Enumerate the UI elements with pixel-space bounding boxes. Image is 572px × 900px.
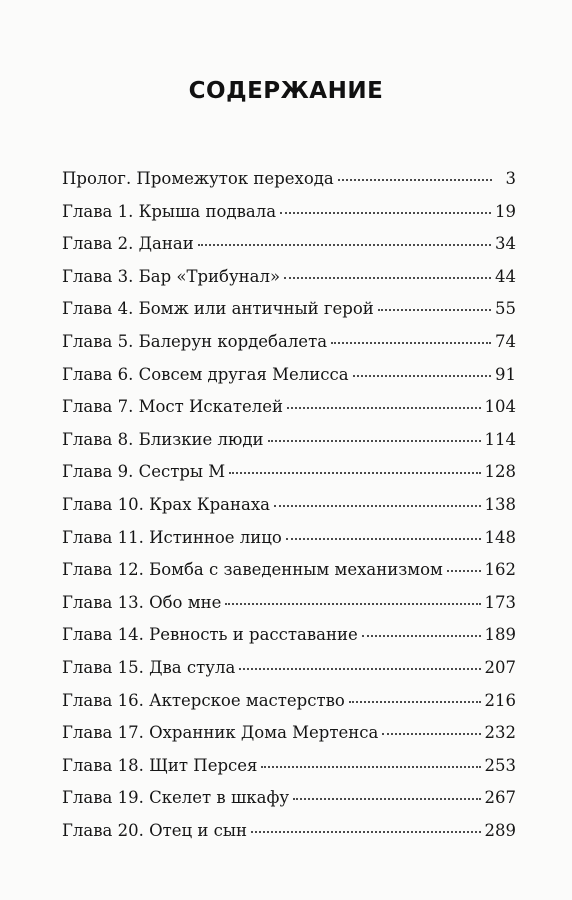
dot-leader [261, 766, 480, 768]
page-number: 34 [495, 234, 516, 254]
dot-leader [251, 831, 481, 833]
dot-leader [198, 244, 491, 246]
dot-leader [284, 277, 491, 279]
entry-title: Пролог. Промежуток перехода [62, 169, 334, 188]
entry-title: Глава 20. Отец и сын [62, 820, 247, 840]
entry-title: Глава 8. Близкие люди [62, 429, 264, 449]
toc-entry [62, 301, 516, 334]
page-number: 289 [484, 820, 516, 840]
entry-title: Глава 14. Ревность и расставание [62, 625, 358, 645]
toc-entry [62, 725, 516, 758]
page-number: 173 [484, 592, 516, 612]
table-of-contents [62, 171, 516, 855]
dot-leader [378, 309, 491, 311]
page-title: СОДЕРЖАНИЕ [188, 78, 384, 104]
dot-leader [338, 179, 492, 181]
entry-title: Глава 13. Обо мне [62, 592, 222, 612]
dot-leader [225, 603, 480, 605]
toc-entry [62, 527, 516, 563]
page-number: 253 [484, 755, 516, 775]
page-number: 207 [484, 657, 516, 677]
dot-leader [362, 635, 481, 637]
toc-entry [62, 820, 516, 856]
page-number: 3 [505, 169, 516, 188]
toc-entry [62, 364, 516, 400]
page-number: 19 [495, 201, 516, 221]
dot-leader [268, 440, 481, 442]
dot-leader [287, 407, 481, 409]
toc-entry [62, 201, 516, 237]
page-number: 128 [484, 462, 516, 482]
entry-title: Глава 10. Крах Кранаха [62, 494, 270, 514]
page-number: 91 [495, 364, 516, 384]
toc-entry [62, 236, 516, 269]
dot-leader [353, 375, 491, 377]
page-number: 189 [484, 625, 516, 645]
dot-leader [293, 798, 480, 800]
page-number: 162 [484, 560, 516, 580]
entry-title: Глава 18. Щит Персея [62, 755, 258, 775]
dot-leader [382, 733, 480, 735]
entry-title: Глава 16. Актерское мастерство [62, 690, 345, 710]
entry-title: Глава 7. Мост Искателей [62, 397, 283, 417]
toc-entry [62, 171, 516, 204]
toc-entry [62, 399, 516, 432]
page-number: 216 [484, 690, 516, 710]
entry-title: Глава 12. Бомба с заведенным механизмом [62, 560, 443, 580]
dot-leader [229, 472, 480, 474]
entry-title: Глава 4. Бомж или античный герой [62, 299, 374, 319]
dot-leader [239, 668, 480, 670]
entry-title: Глава 5. Балерун кордебалета [62, 331, 328, 351]
entry-title: Глава 2. Данаи [62, 234, 194, 254]
toc-entry [62, 755, 516, 791]
page-number: 55 [495, 299, 516, 319]
entry-title: Глава 6. Совсем другая Мелисса [62, 364, 349, 384]
toc-entry [62, 494, 516, 530]
page-number: 104 [484, 397, 516, 417]
dot-leader [331, 342, 491, 344]
page-number: 232 [484, 723, 516, 743]
dot-leader [349, 701, 481, 703]
entry-title: Глава 9. Сестры М [62, 462, 226, 482]
page-number: 44 [495, 266, 516, 286]
dot-leader [274, 505, 481, 507]
toc-entry [62, 690, 516, 726]
toc-entry [62, 266, 516, 302]
entry-title: Глава 19. Скелет в шкафу [62, 788, 290, 808]
entry-title: Глава 11. Истинное лицо [62, 527, 282, 547]
toc-entry [62, 464, 516, 497]
toc-entry [62, 331, 516, 367]
entry-title: Глава 17. Охранник Дома Мертенса [62, 723, 379, 743]
toc-entry [62, 592, 516, 628]
entry-title: Глава 1. Крыша подвала [62, 201, 277, 221]
entry-title: Глава 3. Бар «Трибунал» [62, 266, 281, 286]
toc-entry [62, 657, 516, 693]
toc-entry [62, 627, 516, 660]
toc-entry [62, 429, 516, 465]
page-number: 148 [484, 527, 516, 547]
dot-leader [447, 570, 481, 572]
page-number: 138 [484, 494, 516, 514]
toc-entry [62, 562, 516, 595]
dot-leader [280, 212, 491, 214]
entry-title: Глава 15. Два стула [62, 657, 236, 677]
toc-entry [62, 790, 516, 823]
page-number: 267 [484, 788, 516, 808]
page-number: 114 [484, 429, 516, 449]
page-number: 74 [495, 331, 516, 351]
dot-leader [286, 538, 481, 540]
